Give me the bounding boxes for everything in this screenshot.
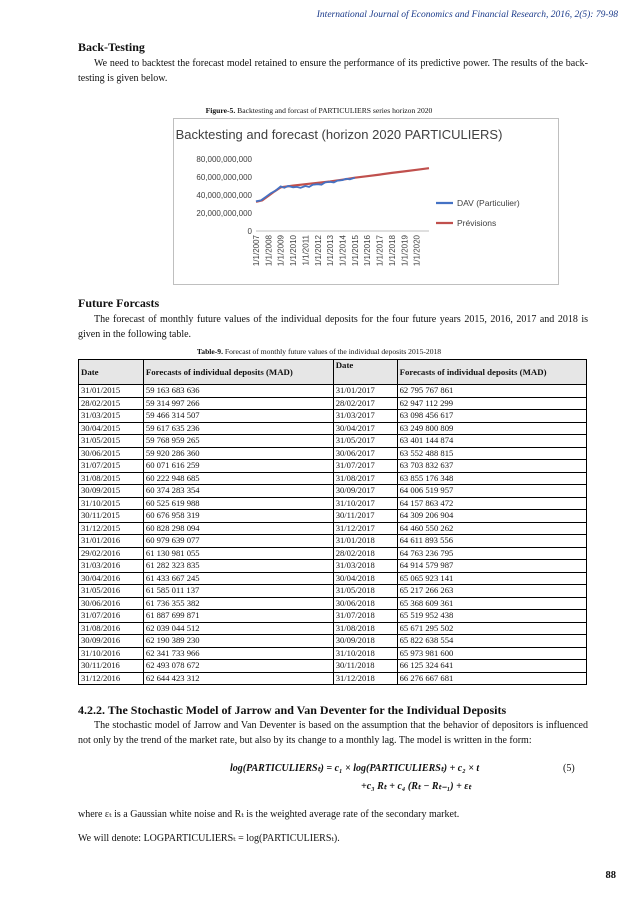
forecast-cell: 64 914 579 987 bbox=[397, 560, 586, 573]
table-header-row bbox=[79, 360, 587, 385]
date-cell: 31/07/2016 bbox=[79, 610, 144, 623]
date-cell: 30/04/2016 bbox=[79, 572, 144, 585]
forecast-cell: 59 617 635 236 bbox=[143, 422, 333, 435]
x-tick-label: 1/1/2016 bbox=[363, 235, 373, 267]
figure-caption-text: Backtesting and forcast of PARTICULIERS series horizon 2020 bbox=[237, 106, 433, 115]
forecast-cell: 61 585 011 137 bbox=[143, 585, 333, 598]
table-row bbox=[79, 435, 587, 448]
date-cell: 31/10/2018 bbox=[333, 647, 397, 660]
figure-label: Figure-5. bbox=[205, 106, 236, 115]
forecast-cell: 62 190 389 230 bbox=[143, 635, 333, 648]
date-cell: 30/06/2017 bbox=[333, 447, 397, 460]
forecast-cell: 66 125 324 641 bbox=[397, 660, 586, 673]
date-cell: 31/08/2015 bbox=[79, 472, 144, 485]
date-cell: 31/10/2015 bbox=[79, 497, 144, 510]
page-number: 88 bbox=[605, 870, 616, 881]
forecast-cell: 60 071 616 259 bbox=[143, 460, 333, 473]
table-row bbox=[79, 585, 587, 598]
x-tick-label: 1/1/2008 bbox=[264, 235, 274, 267]
date-cell: 31/01/2016 bbox=[79, 535, 144, 548]
chart-container bbox=[173, 118, 559, 285]
date-cell: 31/12/2015 bbox=[79, 522, 144, 535]
forecast-cell: 63 703 832 637 bbox=[397, 460, 586, 473]
figure-caption bbox=[0, 106, 638, 115]
forecast-cell: 60 222 948 685 bbox=[143, 472, 333, 485]
forecast-cell: 63 552 488 815 bbox=[397, 447, 586, 460]
forecast-cell: 65 671 295 502 bbox=[397, 622, 586, 635]
forecast-cell: 62 039 044 512 bbox=[143, 622, 333, 635]
forecast-cell: 60 374 283 354 bbox=[143, 485, 333, 498]
date-cell: 28/02/2018 bbox=[333, 547, 397, 560]
forecast-cell: 66 276 667 681 bbox=[397, 672, 586, 685]
forecast-cell: 62 493 078 672 bbox=[143, 660, 333, 673]
table-row bbox=[79, 385, 587, 398]
date-cell: 30/11/2015 bbox=[79, 510, 144, 523]
date-cell: 31/01/2015 bbox=[79, 385, 144, 398]
table-row bbox=[79, 597, 587, 610]
table-row bbox=[79, 647, 587, 660]
forecast-cell: 64 006 519 957 bbox=[397, 485, 586, 498]
table-row bbox=[79, 472, 587, 485]
backtesting-heading: Back-Testing bbox=[78, 40, 145, 54]
model-paragraph: The stochastic model of Jarrow and Van Deventer is based on the assumption that the behavior of depositors is influenced not only by the trend of the market rate, but also by its change to a monthly lag. The model is written in the form: bbox=[78, 720, 588, 746]
where-text: where εₜ is a Gaussian white noise and Rₜ is the weighted average rate of the secondary market. bbox=[78, 809, 460, 820]
table-row bbox=[79, 497, 587, 510]
x-tick-label: 1/1/2011 bbox=[301, 235, 311, 266]
forecast-cell: 62 341 733 966 bbox=[143, 647, 333, 660]
x-tick-label: 1/1/2010 bbox=[289, 235, 299, 267]
x-tick-label: 1/1/2012 bbox=[313, 235, 323, 267]
x-tick-label: 1/1/2015 bbox=[350, 235, 360, 267]
header-forecast-2: Forecasts of individual deposits (MAD) bbox=[397, 360, 586, 385]
table-row bbox=[79, 485, 587, 498]
x-tick-label: 1/1/2017 bbox=[375, 235, 385, 267]
date-cell: 31/01/2018 bbox=[333, 535, 397, 548]
forecast-cell: 63 098 456 617 bbox=[397, 410, 586, 423]
table-row bbox=[79, 422, 587, 435]
date-cell: 31/07/2015 bbox=[79, 460, 144, 473]
date-cell: 31/03/2017 bbox=[333, 410, 397, 423]
y-tick-label: 40,000,000,000 bbox=[196, 191, 252, 200]
forecast-cell: 64 460 550 262 bbox=[397, 522, 586, 535]
date-cell: 31/03/2016 bbox=[79, 560, 144, 573]
forecast-cell: 61 887 699 871 bbox=[143, 610, 333, 623]
date-cell: 30/04/2018 bbox=[333, 572, 397, 585]
date-cell: 31/08/2016 bbox=[79, 622, 144, 635]
equation-line-2: +c₃ Rₜ + c₄ (Rₜ − Rₜ₋₁) + εₜ bbox=[361, 781, 472, 792]
date-cell: 31/01/2017 bbox=[333, 385, 397, 398]
forecasts-paragraph: The forecast of monthly future values of the individual deposits for the four future years 2015, 2016, 2017 and 2018 is given in the following table. bbox=[78, 314, 588, 340]
forecast-cell: 59 466 314 507 bbox=[143, 410, 333, 423]
forecast-cell: 65 519 952 438 bbox=[397, 610, 586, 623]
forecast-cell: 65 822 638 554 bbox=[397, 635, 586, 648]
date-cell: 31/05/2018 bbox=[333, 585, 397, 598]
date-cell: 31/08/2017 bbox=[333, 472, 397, 485]
date-cell: 30/04/2017 bbox=[333, 422, 397, 435]
x-tick-label: 1/1/2007 bbox=[252, 235, 261, 267]
forecast-cell: 61 433 667 245 bbox=[143, 572, 333, 585]
date-cell: 30/09/2017 bbox=[333, 485, 397, 498]
forecast-cell: 63 855 176 348 bbox=[397, 472, 586, 485]
forecast-cell: 63 249 800 809 bbox=[397, 422, 586, 435]
forecast-cell: 64 157 863 472 bbox=[397, 497, 586, 510]
date-cell: 31/10/2017 bbox=[333, 497, 397, 510]
date-cell: 30/04/2015 bbox=[79, 422, 144, 435]
date-cell: 31/05/2015 bbox=[79, 435, 144, 448]
denote-text: We will denote: LOGPARTICULIERSₜ = log(PARTICULIERSₜ). bbox=[78, 833, 340, 844]
forecast-cell: 63 401 144 874 bbox=[397, 435, 586, 448]
series-line-actual bbox=[256, 178, 355, 202]
table-row bbox=[79, 672, 587, 685]
forecast-cell: 62 644 423 312 bbox=[143, 672, 333, 685]
x-tick-label: 1/1/2014 bbox=[338, 235, 348, 267]
table-label: Table-9. bbox=[196, 347, 223, 356]
date-cell: 30/11/2018 bbox=[333, 660, 397, 673]
date-cell: 28/02/2015 bbox=[79, 397, 144, 410]
x-tick-label: 1/1/2013 bbox=[326, 235, 336, 267]
forecast-cell: 61 736 355 382 bbox=[143, 597, 333, 610]
forecast-cell: 59 768 959 265 bbox=[143, 435, 333, 448]
journal-header: International Journal of Economics and Financial Research, 2016, 2(5): 79-98 bbox=[316, 10, 618, 20]
y-tick-label: 20,000,000,000 bbox=[196, 209, 252, 218]
table-row bbox=[79, 610, 587, 623]
date-cell: 30/11/2016 bbox=[79, 660, 144, 673]
equation-line-1: log(PARTICULIERSₜ) = c₁ × log(PARTICULIERSₜ) + c₂ × t bbox=[230, 763, 480, 774]
forecast-cell: 62 947 112 299 bbox=[397, 397, 586, 410]
forecast-cell: 59 920 286 360 bbox=[143, 447, 333, 460]
forecast-cell: 60 828 298 094 bbox=[143, 522, 333, 535]
date-cell: 30/09/2018 bbox=[333, 635, 397, 648]
date-cell: 30/11/2017 bbox=[333, 510, 397, 523]
table-row bbox=[79, 660, 587, 673]
forecast-cell: 64 309 206 904 bbox=[397, 510, 586, 523]
date-cell: 31/12/2016 bbox=[79, 672, 144, 685]
x-tick-label: 1/1/2020 bbox=[412, 235, 422, 267]
x-tick-label: 1/1/2019 bbox=[400, 234, 410, 267]
y-tick-label: 80,000,000,000 bbox=[196, 155, 252, 164]
forecast-cell: 65 973 981 600 bbox=[397, 647, 586, 660]
legend-label: Prévisions bbox=[457, 218, 497, 228]
equation-number: (5) bbox=[563, 763, 575, 774]
date-cell: 28/02/2017 bbox=[333, 397, 397, 410]
date-cell: 30/06/2018 bbox=[333, 597, 397, 610]
table-row bbox=[79, 397, 587, 410]
table-row bbox=[79, 447, 587, 460]
table-caption bbox=[0, 347, 638, 356]
table-row bbox=[79, 635, 587, 648]
forecast-cell: 59 163 683 636 bbox=[143, 385, 333, 398]
table-row bbox=[79, 522, 587, 535]
forecasts-heading: Future Forcasts bbox=[78, 296, 160, 310]
chart-title: Backtesting and forecast (horizon 2020 PARTICULIERS) bbox=[175, 127, 503, 142]
date-cell: 30/06/2016 bbox=[79, 597, 144, 610]
table-row bbox=[79, 410, 587, 423]
forecast-cell: 61 130 981 055 bbox=[143, 547, 333, 560]
date-cell: 30/09/2015 bbox=[79, 485, 144, 498]
date-cell: 31/03/2015 bbox=[79, 410, 144, 423]
table-row bbox=[79, 560, 587, 573]
forecast-cell: 62 795 767 861 bbox=[397, 385, 586, 398]
forecast-cell: 60 525 619 988 bbox=[143, 497, 333, 510]
forecast-cell: 59 314 997 266 bbox=[143, 397, 333, 410]
backtesting-paragraph: We need to backtest the forecast model retained to ensure the performance of its predictive power. The results of the back-testing is given below. bbox=[78, 58, 588, 84]
table-row bbox=[79, 572, 587, 585]
legend-label: DAV (Particulier) bbox=[457, 198, 520, 208]
forecast-cell: 65 065 923 141 bbox=[397, 572, 586, 585]
series-line-forecast bbox=[256, 168, 429, 202]
forecast-cell: 65 217 266 263 bbox=[397, 585, 586, 598]
x-tick-label: 1/1/2018 bbox=[387, 235, 397, 267]
table-caption-text: Forecast of monthly future values of the individual deposits 2015-2018 bbox=[224, 347, 442, 356]
header-date-1: Date bbox=[79, 360, 144, 385]
y-tick-label: 0 bbox=[247, 227, 252, 236]
date-cell: 31/12/2018 bbox=[333, 672, 397, 685]
forecast-cell: 60 676 958 319 bbox=[143, 510, 333, 523]
date-cell: 31/08/2018 bbox=[333, 622, 397, 635]
forecast-cell: 64 611 893 556 bbox=[397, 535, 586, 548]
table-row bbox=[79, 547, 587, 560]
backtesting-chart bbox=[174, 119, 558, 284]
header-date-2: Date bbox=[333, 360, 397, 385]
forecast-cell: 60 979 639 077 bbox=[143, 535, 333, 548]
date-cell: 31/05/2016 bbox=[79, 585, 144, 598]
date-cell: 31/05/2017 bbox=[333, 435, 397, 448]
forecast-table bbox=[78, 359, 587, 685]
date-cell: 30/09/2016 bbox=[79, 635, 144, 648]
model-heading: 4.2.2. The Stochastic Model of Jarrow and Van Deventer for the Individual Deposits bbox=[78, 703, 507, 717]
forecast-cell: 64 763 236 795 bbox=[397, 547, 586, 560]
date-cell: 31/07/2018 bbox=[333, 610, 397, 623]
forecast-cell: 65 368 609 361 bbox=[397, 597, 586, 610]
table-row bbox=[79, 460, 587, 473]
date-cell: 29/02/2016 bbox=[79, 547, 144, 560]
forecast-cell: 61 282 323 835 bbox=[143, 560, 333, 573]
table-row bbox=[79, 510, 587, 523]
date-cell: 31/03/2018 bbox=[333, 560, 397, 573]
date-cell: 31/07/2017 bbox=[333, 460, 397, 473]
y-tick-label: 60,000,000,000 bbox=[196, 173, 252, 182]
table-row bbox=[79, 622, 587, 635]
date-cell: 31/10/2016 bbox=[79, 647, 144, 660]
table-row bbox=[79, 535, 587, 548]
x-tick-label: 1/1/2009 bbox=[276, 235, 286, 267]
date-cell: 31/12/2017 bbox=[333, 522, 397, 535]
date-cell: 30/06/2015 bbox=[79, 447, 144, 460]
header-forecast-1: Forecasts of individual deposits (MAD) bbox=[143, 360, 333, 385]
